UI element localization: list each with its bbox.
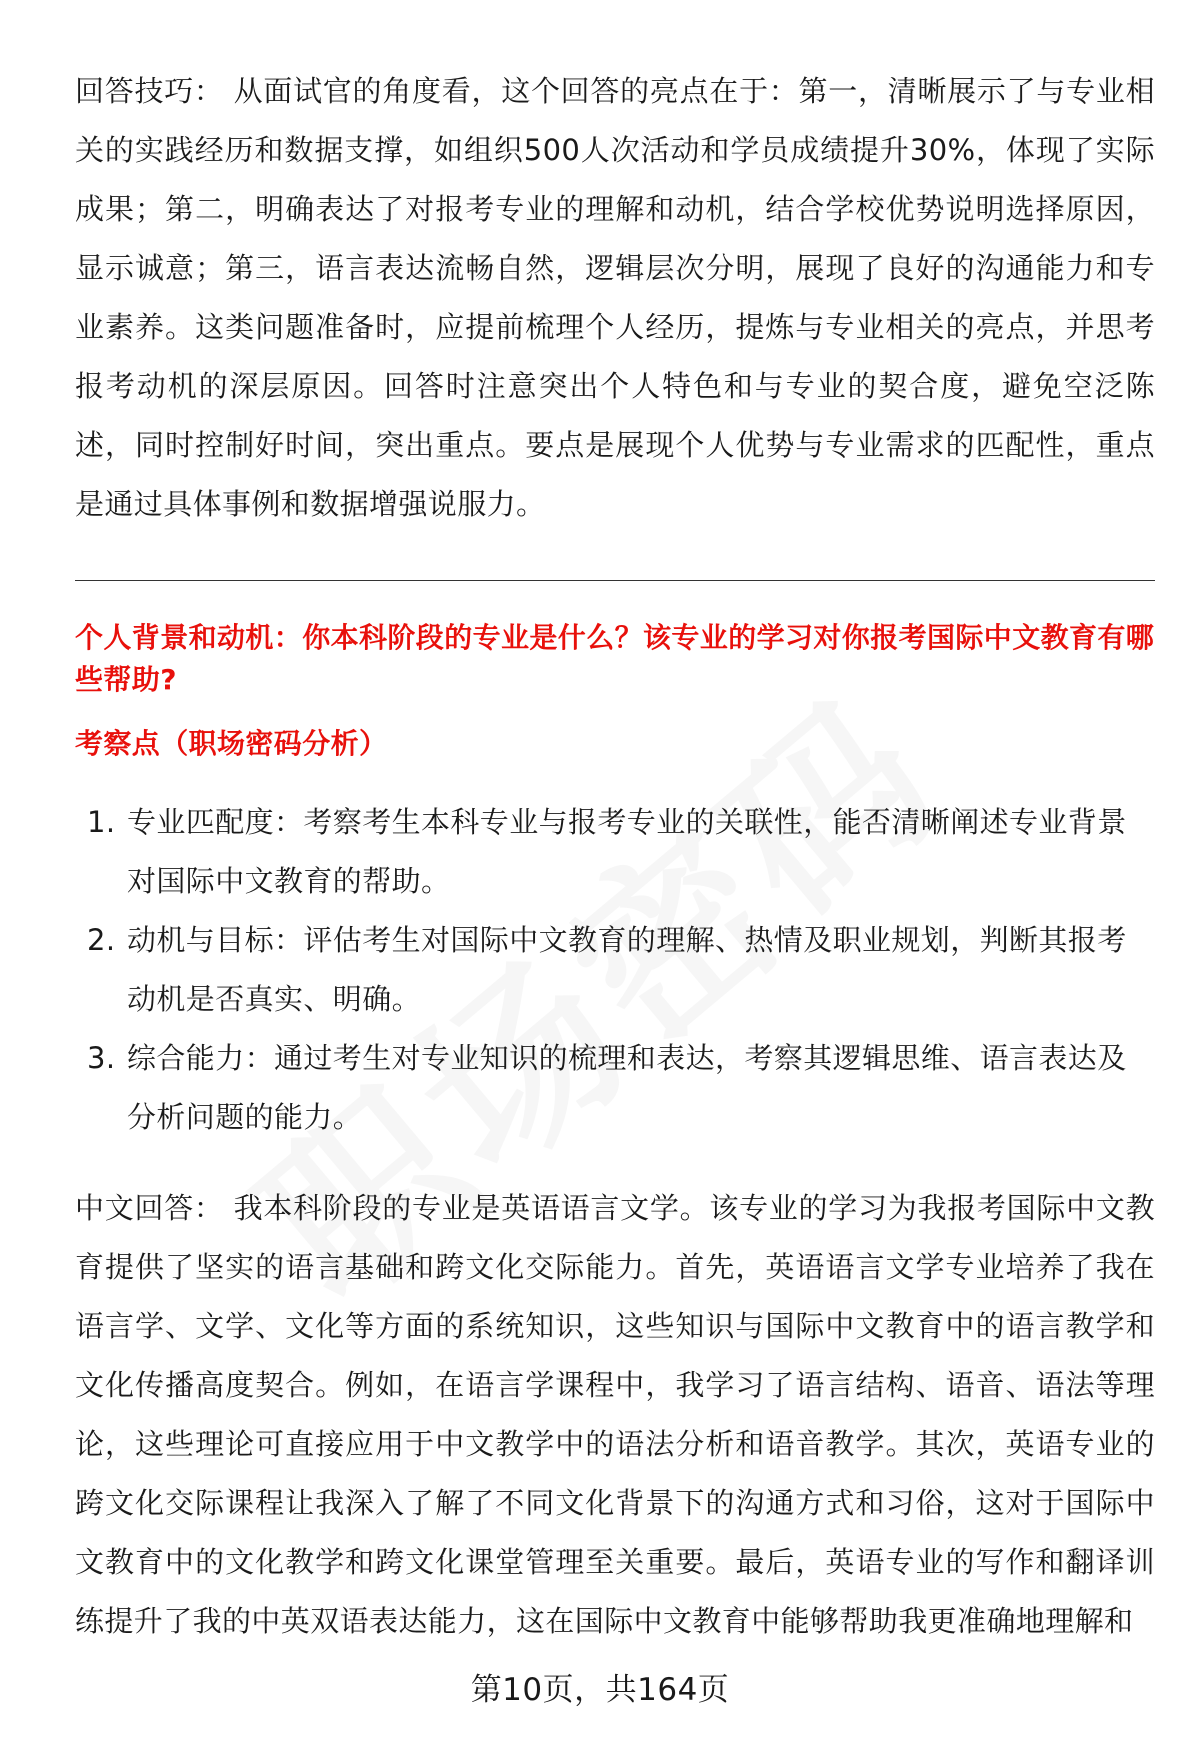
list-item bbox=[75, 911, 1155, 1029]
list-item bbox=[75, 793, 1155, 911]
exam-points-heading: 考察点（职场密码分析） bbox=[75, 727, 388, 760]
exam-points-list bbox=[75, 793, 1155, 1147]
tips-paragraph: 回答技巧： 从面试官的角度看，这个回答的亮点在于：第一，清晰展示了与专业相关的实践经历和数据支撑，如组织500人次活动和学员成绩提升30%，体现了实际成果；第二，明确表达了对报考专业的理解和动机，结合学校优势说明选择原因，显示诚意；第三，语言表达流畅自然，逻辑层次分明，展现了良好的沟通能力和专业素养。这类问题准备时，应提前梳理个人经历，提炼与专业相关的亮点，并思考报考动机的深层原因。回答时注意突出个人特色和与专业的契合度，避免空泛陈述，同时控制好时间，突出重点。要点是展现个人优势与专业需求的匹配性，重点是通过具体事例和数据增强说服力。 bbox=[75, 74, 1155, 521]
list-number: 2. bbox=[87, 923, 116, 957]
page-footer: 第10页，共164页 bbox=[470, 1672, 730, 1708]
section-divider bbox=[75, 580, 1155, 581]
list-item-text: 动机与目标：评估考生对国际中文教育的理解、热情及职业规划，判断其报考动机是否真实、明确。 bbox=[127, 923, 1127, 1016]
list-number: 3. bbox=[87, 1041, 116, 1075]
list-item-text: 专业匹配度：考察考生本科专业与报考专业的关联性，能否清晰阐述专业背景对国际中文教育的帮助。 bbox=[127, 805, 1127, 898]
question-title: 个人背景和动机：你本科阶段的专业是什么？该专业的学习对你报考国际中文教育有哪些帮助? bbox=[75, 621, 1155, 696]
list-number: 1. bbox=[87, 805, 116, 839]
answer-paragraph: 中文回答： 我本科阶段的专业是英语语言文学。该专业的学习为我报考国际中文教育提供了坚实的语言基础和跨文化交际能力。首先，英语语言文学专业培养了我在语言学、文学、文化等方面的系统知识，这些知识与国际中文教育中的语言教学和文化传播高度契合。例如，在语言学课程中，我学习了语言结构、语音、语法等理论，这些理论可直接应用于中文教学中的语法分析和语音教学。其次，英语专业的跨文化交际课程让我深入了解了不同文化背景下的沟通方式和习俗，这对于国际中文教育中的文化教学和跨文化课堂管理至关重要。最后，英语专业的写作和翻译训练提升了我的中英双语表达能力，这在国际中文教育中能够帮助我更准确地理解和 bbox=[75, 1191, 1155, 1638]
list-item-text: 综合能力：通过考生对专业知识的梳理和表达，考察其逻辑思维、语言表达及分析问题的能力。 bbox=[127, 1041, 1127, 1134]
list-item bbox=[75, 1029, 1155, 1147]
document-page bbox=[75, 62, 1155, 1651]
